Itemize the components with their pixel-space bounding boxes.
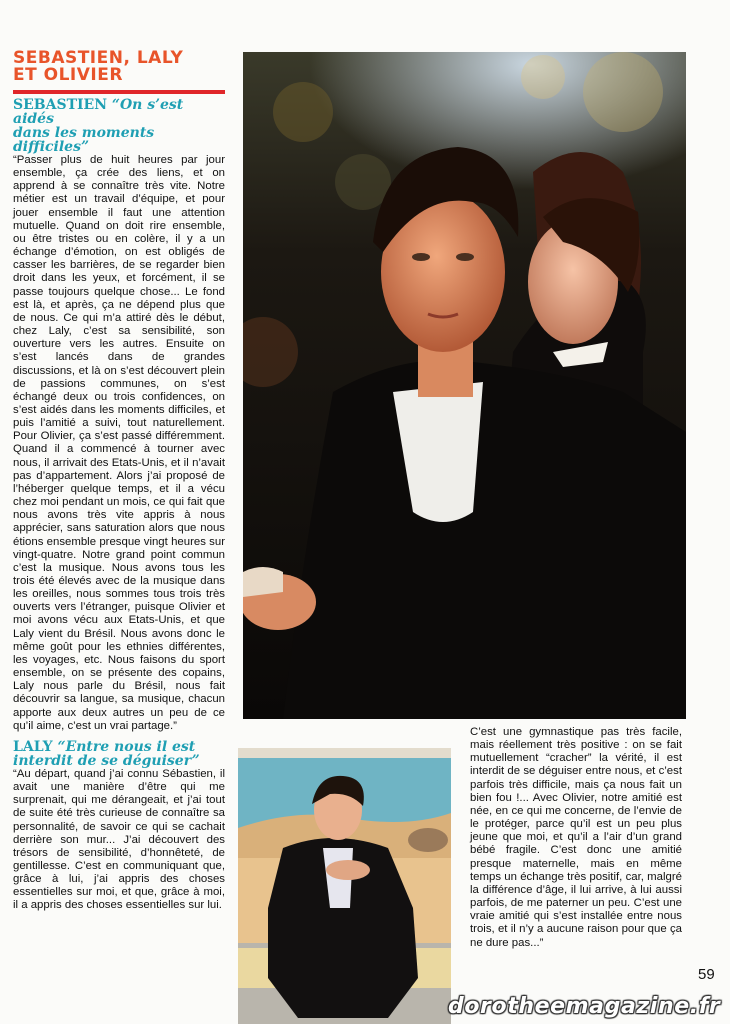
inset-photo [238, 748, 451, 1024]
main-photo [243, 52, 686, 719]
section-quote-line-2: dans les moments difficiles” [13, 125, 155, 155]
section-heading-laly [13, 740, 225, 768]
left-column [13, 98, 225, 913]
section-heading-sebastien [13, 98, 225, 154]
section-name: SEBASTIEN [13, 97, 108, 113]
section-body-laly-part-1: “Au départ, quand j’ai connu Sébastien, il avait une manière d’être qui me surprenait, qui me dérangeait, et j’ai tout de suite été très curieuse de connaître sa personnalité, de savoir ce qui se cachait derrière son mur... J’ai découvert des trésors de sensibilité, d’honnêteté, de gentillesse. C’est en communiquant que, grâce à lui, j’ai appris des choses essentielles sur moi, et que, grâce à moi, il a appris des choses essentielles sur lui. [13, 767, 225, 912]
right-column [470, 726, 682, 950]
section-quote-line-1: “On s’est aidés [13, 97, 184, 127]
page-number: 59 [698, 966, 715, 983]
section-quote-line-1: “Entre nous il est [57, 738, 196, 755]
section-body-sebastien: “Passer plus de huit heures par jour ensemble, ça crée des liens, et on apprend à se connaître très vite. Notre métier est un travail d’équipe, et pour jouer ensemble il faut une attention mutuelle. Quand on doit rire ensemble, ou être tristes ou en colère, il y a un échange d’émotion, on est obligés de casser les barrières, de se regarder bien droit dans les yeux, et forcément, il se passe toujours quelque chose... Le fond est là, et après, ça ne dépend plus que de nous. Ce qui m’a attiré dès le début, chez Laly, c’est sa sensibilité, son ouverture vers les autres. Ensuite on s’est lancés dans de grandes discussions, et là on s’est découvert plein de passions communes, on s’est échangé deux ou trois confidences, on s’est aidés dans les moments difficiles, et puis l’amitié a suivi, tout naturellement. Pour Olivier, ça s’est passé différemment. Quand il a commencé à tourner avec nous, il arrivait des Etats-Unis, et il n’avait pas d’appartement. Alors j’ai proposé de l’héberger quelque temps, et il a vécu chez moi pendant un mois, ce qui fait que nous avons très vite appris à nous apprécier, sans saturation alors que nous étions ensemble presque vingt heures sur vingt-quatre. Notre grand point commun c’est la musique. Nous avons tous les trois été élevés avec de la musique dans les oreilles, nous sommes tous trois très ouverts vers l’étranger, puisque Olivier et moi avons vécu aux Etats-Unis, et que Laly vient du Brésil. Nous avons donc le même goût pour les ethnies différentes, les voyages, etc. Nous faisons du sport ensemble, on se présente des copains, Laly nous parle du Brésil, nous fait découvrir sa langue, sa musique, chacun apporte aux deux autres un peu de ce qu’il aime, c’est un vrai partage.” [13, 154, 225, 732]
article-title-line-2: ET OLIVIER [13, 65, 123, 85]
site-watermark: dorotheemagazine.fr [448, 994, 721, 1019]
section-name: LALY [13, 738, 53, 755]
section-body-laly-part-2: C’est une gymnastique pas très facile, mais réellement très positive : on se fait mutuellement “cracher” la vérité, il est interdit de se déguiser entre nous, et c’est parfois très difficile, mais ça nous fait un bien fou !... Avec Olivier, notre amitié est née, en ce qui me concerne, de l’envie de le protéger, parce qu’il est un peu plus jeune que moi, et qu’il a l’air d’un grand bébé fragile. C’est donc une amitié presque maternelle, mais en même temps un échange très positif, car, malgré la différence d’âge, il lui arrive, à lui aussi parfois, de me paterner un peu. C’est une vraie amitié qui s’est installée entre nous trois, et il n’y a aucune raison pour que ça ne dure pas...” [470, 726, 682, 949]
section-quote-line-2: interdit de se déguiser” [13, 752, 200, 769]
article-title-line-1: SEBASTIEN, LALY [13, 48, 184, 68]
title-rule [13, 90, 225, 94]
article-heading [13, 50, 225, 94]
